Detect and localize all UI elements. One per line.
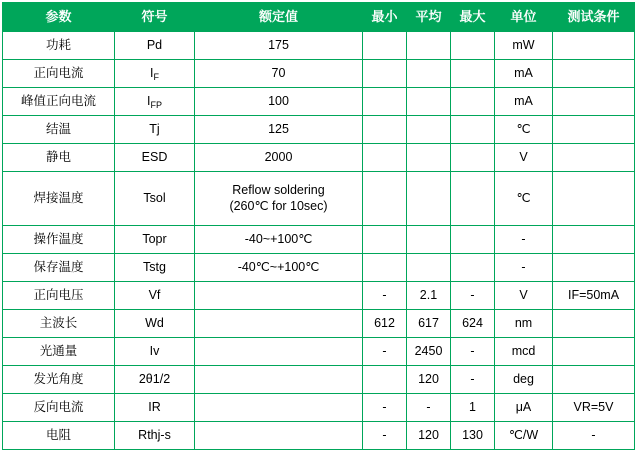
cell-max [451, 144, 495, 172]
column-header-typ: 平均 [407, 3, 451, 32]
column-header-parameter: 参数 [3, 3, 115, 32]
cell-rating: -40℃~+100℃ [195, 254, 363, 282]
cell-max [451, 172, 495, 226]
cell-rating: Reflow soldering (260℃ for 10sec) [195, 172, 363, 226]
table-row [3, 116, 635, 144]
cell-unit: V [495, 144, 553, 172]
table-row [3, 310, 635, 338]
cell-test-condition [553, 144, 635, 172]
cell-max: 1 [451, 394, 495, 422]
cell-unit: V [495, 282, 553, 310]
cell-max [451, 88, 495, 116]
cell-typ: 2450 [407, 338, 451, 366]
cell-unit: mA [495, 60, 553, 88]
cell-parameter: 峰值正向电流 [3, 88, 115, 116]
cell-rating [195, 422, 363, 450]
cell-unit: mA [495, 88, 553, 116]
table-body [3, 32, 635, 450]
cell-typ [407, 88, 451, 116]
cell-unit: μA [495, 394, 553, 422]
table-row [3, 144, 635, 172]
cell-max [451, 32, 495, 60]
cell-parameter: 正向电流 [3, 60, 115, 88]
cell-rating [195, 338, 363, 366]
cell-test-condition [553, 172, 635, 226]
cell-rating [195, 366, 363, 394]
cell-symbol: Rthj-s [115, 422, 195, 450]
column-header-min: 最小 [363, 3, 407, 32]
cell-symbol: $I_F$ [115, 60, 195, 88]
table-row [3, 366, 635, 394]
column-header-test-condition: 测试条件 [553, 3, 635, 32]
cell-parameter: 功耗 [3, 32, 115, 60]
cell-test-condition [553, 310, 635, 338]
cell-min: - [363, 394, 407, 422]
cell-max: - [451, 366, 495, 394]
table-row [3, 60, 635, 88]
cell-typ [407, 254, 451, 282]
cell-max [451, 116, 495, 144]
cell-min: 612 [363, 310, 407, 338]
cell-max: 624 [451, 310, 495, 338]
cell-parameter: 保存温度 [3, 254, 115, 282]
cell-symbol: ESD [115, 144, 195, 172]
cell-min: - [363, 338, 407, 366]
cell-symbol: 2θ1/2 [115, 366, 195, 394]
cell-rating: 100 [195, 88, 363, 116]
cell-min [363, 116, 407, 144]
table-row [3, 338, 635, 366]
cell-typ: - [407, 394, 451, 422]
cell-typ: 617 [407, 310, 451, 338]
cell-min [363, 366, 407, 394]
cell-parameter: 焊接温度 [3, 172, 115, 226]
cell-test-condition: VR=5V [553, 394, 635, 422]
table-row [3, 422, 635, 450]
cell-min: - [363, 282, 407, 310]
cell-min [363, 226, 407, 254]
cell-symbol: Tsol [115, 172, 195, 226]
cell-test-condition [553, 116, 635, 144]
cell-unit: ℃ [495, 172, 553, 226]
cell-rating: 2000 [195, 144, 363, 172]
cell-max: 130 [451, 422, 495, 450]
cell-symbol: Topr [115, 226, 195, 254]
cell-unit: ℃ [495, 116, 553, 144]
cell-symbol: Wd [115, 310, 195, 338]
cell-min [363, 144, 407, 172]
cell-unit: mW [495, 32, 553, 60]
specification-table [2, 2, 635, 450]
cell-test-condition [553, 338, 635, 366]
cell-rating: 70 [195, 60, 363, 88]
cell-min [363, 172, 407, 226]
table-row [3, 282, 635, 310]
table-row [3, 254, 635, 282]
cell-symbol: IR [115, 394, 195, 422]
cell-max [451, 254, 495, 282]
cell-symbol: Tstg [115, 254, 195, 282]
cell-symbol: Iv [115, 338, 195, 366]
cell-typ [407, 116, 451, 144]
cell-rating [195, 394, 363, 422]
cell-min: - [363, 422, 407, 450]
cell-test-condition: - [553, 422, 635, 450]
cell-rating: -40~+100℃ [195, 226, 363, 254]
table-row [3, 88, 635, 116]
cell-parameter: 操作温度 [3, 226, 115, 254]
cell-rating [195, 282, 363, 310]
cell-typ [407, 172, 451, 226]
cell-rating [195, 310, 363, 338]
cell-min [363, 32, 407, 60]
column-header-symbol: 符号 [115, 3, 195, 32]
cell-typ: 120 [407, 366, 451, 394]
cell-symbol: $I_{FP}$ [115, 88, 195, 116]
cell-max: - [451, 338, 495, 366]
cell-typ [407, 60, 451, 88]
cell-symbol: Vf [115, 282, 195, 310]
cell-test-condition [553, 60, 635, 88]
cell-max: - [451, 282, 495, 310]
cell-min [363, 60, 407, 88]
cell-parameter: 静电 [3, 144, 115, 172]
cell-typ [407, 144, 451, 172]
cell-unit: ℃/W [495, 422, 553, 450]
cell-min [363, 88, 407, 116]
cell-test-condition [553, 32, 635, 60]
cell-parameter: 发光角度 [3, 366, 115, 394]
cell-parameter: 电阻 [3, 422, 115, 450]
column-header-unit: 单位 [495, 3, 553, 32]
cell-parameter: 光通量 [3, 338, 115, 366]
cell-typ [407, 226, 451, 254]
cell-test-condition [553, 88, 635, 116]
table-header-row [3, 3, 635, 32]
cell-unit: - [495, 254, 553, 282]
column-header-rating: 额定值 [195, 3, 363, 32]
cell-typ [407, 32, 451, 60]
cell-parameter: 主波长 [3, 310, 115, 338]
cell-test-condition [553, 226, 635, 254]
cell-symbol: Pd [115, 32, 195, 60]
cell-test-condition [553, 366, 635, 394]
column-header-max: 最大 [451, 3, 495, 32]
cell-unit: - [495, 226, 553, 254]
cell-unit: deg [495, 366, 553, 394]
table-row [3, 32, 635, 60]
cell-rating: 175 [195, 32, 363, 60]
cell-rating: 125 [195, 116, 363, 144]
cell-test-condition [553, 254, 635, 282]
table-row [3, 172, 635, 226]
cell-typ: 2.1 [407, 282, 451, 310]
cell-parameter: 正向电压 [3, 282, 115, 310]
cell-symbol: Tj [115, 116, 195, 144]
cell-parameter: 反向电流 [3, 394, 115, 422]
cell-unit: mcd [495, 338, 553, 366]
table-row [3, 226, 635, 254]
cell-test-condition: IF=50mA [553, 282, 635, 310]
cell-parameter: 结温 [3, 116, 115, 144]
table-row [3, 394, 635, 422]
cell-max [451, 60, 495, 88]
cell-typ: 120 [407, 422, 451, 450]
cell-min [363, 254, 407, 282]
cell-unit: nm [495, 310, 553, 338]
cell-max [451, 226, 495, 254]
